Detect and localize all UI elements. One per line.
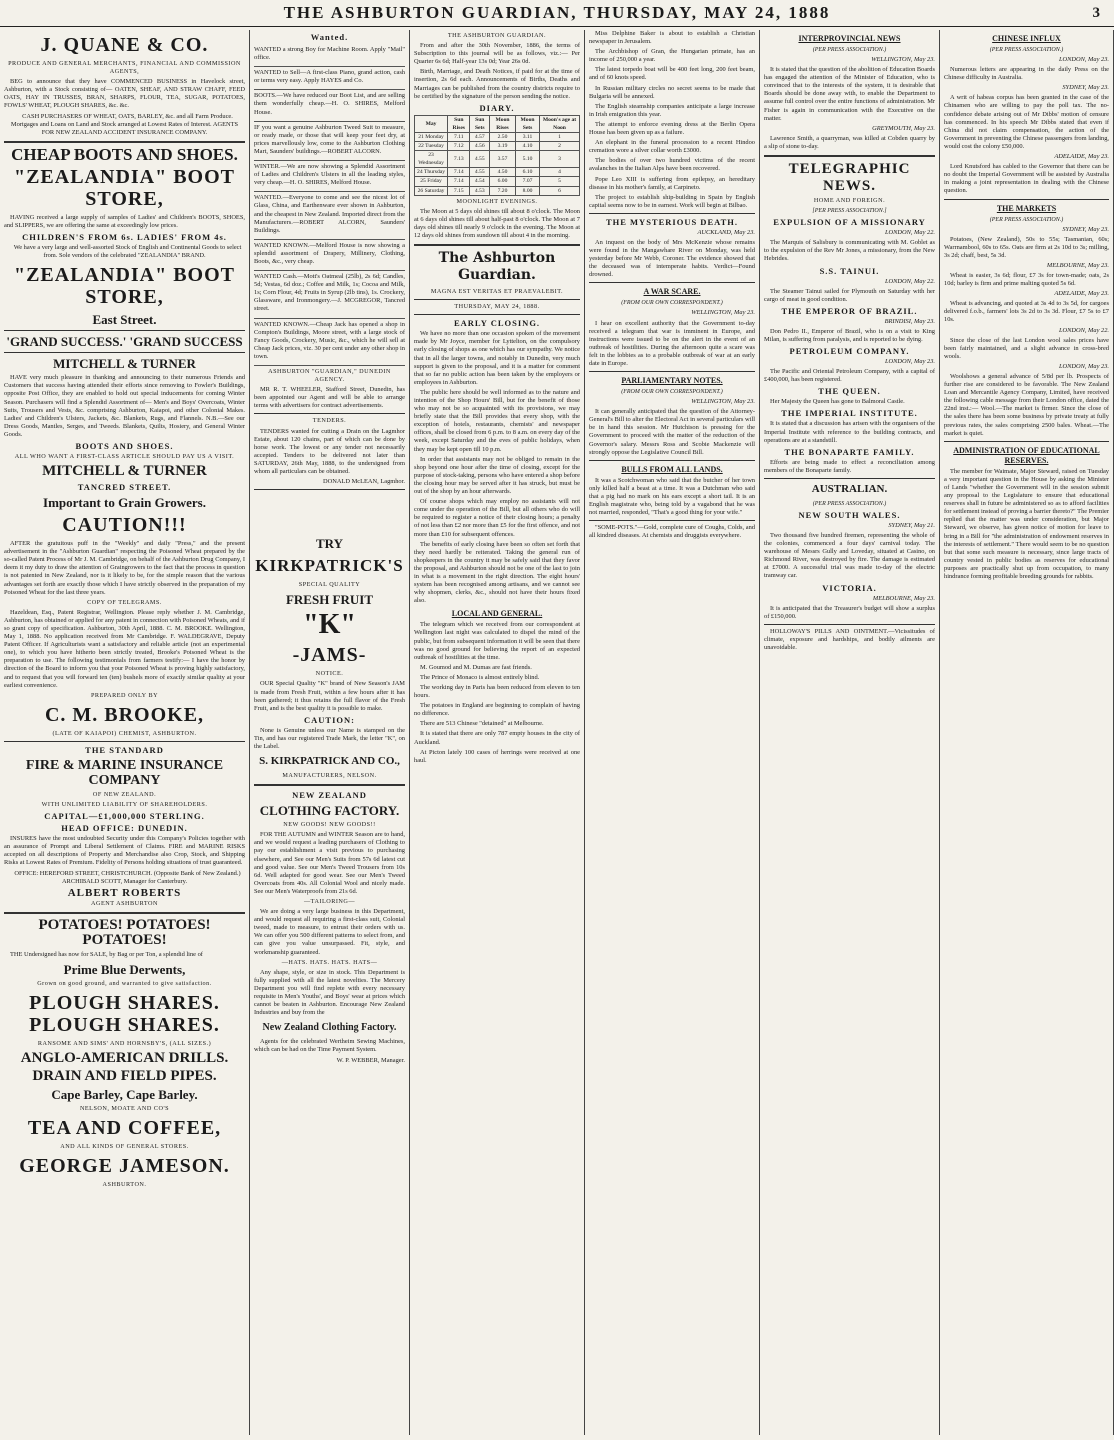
missionary-body: The Marquis of Salisbury is communicating with M. Goblet as to the expulsion of the Rev Mr Jones, a missionary, from the New Hebrides. [764,239,935,263]
first-class: ALL WHO WANT A FIRST-CLASS ARTICLE SHOULD PAY US A VISIT. [14,452,235,460]
markets-heading: THE MARKETS [996,203,1057,213]
petroleum-body: The Pacific and Oriental Petroleum Company, with a capital of £400,000, has been registered. [764,368,935,384]
editorial-title: EARLY CLOSING. [453,318,541,329]
missionary-heading: EXPULSION OF A MISSIONARY [773,217,926,228]
petroleum-date: LONDON, May 23. [884,358,935,366]
london3-date: LONDON, May 23. [1058,362,1109,370]
editorial-para: Of course shops which may employ no assistants will not come under the operation of the Bill, but all others who do will be required to register a notice of their closing hours; a penalty of not less than £2 nor more than £5 for the first offence, and not more than £10 for subsequent offences. [414,498,580,538]
column-3 [410,30,585,1435]
tailoring-heading: —TAILORING— [303,898,356,905]
grand-success: 'GRAND SUCCESS.' 'GRAND SUCCESS [6,334,243,350]
wanted-heading: Wanted. [310,32,349,42]
diary-heading: DIARY. [479,102,515,113]
boots-shoes: BOOTS AND SHOES. [75,440,174,451]
tainui-body: The Steamer Tainui sailed for Plymouth on Saturday with her cargo of meat in good condition. [764,287,935,303]
masthead [0,0,1114,27]
bonaparte-heading: THE BONAPARTE FAMILY. [784,446,915,457]
sore-ad: "SOME-POTS."—Gold, complete cure of Coughs, Colds, and all kindred diseases. At chemists and druggists everywhere. [589,524,755,540]
greymouth-body: Lawrence Smith, a quarryman, was killed at Cobden quarry by a slip of stone to-day. [764,134,935,150]
brazil-heading: THE EMPEROR OF BRAZIL. [781,305,918,316]
editorial-para: In order that assistants may not be obliged to remain in the shop beyond one hour after the time of closing, except for the purpose of stock-taking, persons who have entered a shop before the closing hour may be served after it has struck, but must be out of the shop by an hour afterwards. [414,455,580,496]
victoria-heading: VICTORIA. [822,582,877,593]
tenders-body: TENDERS wanted for cutting a Drain on the Lagmhor Estate, about 120 chains, part of which can be done by horse work. The lowest or any tender not necessarily accepted. Tenders to be delivered not later than SATURDAY, 26th May, 1888, to the undersigned from whom all particulars can be obtained. [254,427,405,476]
barley-heading: Cape Barley, Cape Barley. [51,1087,198,1103]
notice-heading: NOTICE. [315,670,344,678]
london2-date: LONDON, May 22. [1058,326,1109,334]
try-heading: TRY [316,536,343,552]
victoria-date: MELBOURNE, May 23. [872,594,935,602]
diary-col-header: Moon Rises [490,115,516,132]
mitchell-heading-2: MITCHELL & TURNER [42,463,207,480]
sydney-body: A writ of habeas corpus has been granted in the case of the Chinamen who are willing to pay the poll tax. The no-confidence debate arising out of Mr Dibbs' motion of censure has commenced. In his speech Mr Dibbs stated that even if China did not claim compensation, the action of the Government in preventing the Chinese passengers from landing, would cost the colony £50,000. [944,94,1109,150]
bulls-heading: BULLS FROM ALL LANDS. [621,464,723,474]
page-number: 3 [1092,5,1100,21]
australian-sub: (PER PRESS ASSOCIATION.) [812,500,887,507]
news-item: The bodies of over two hundred victims of the recent avalanches in the Italian Alps have been recovered. [589,157,755,173]
fresh-fruit: FRESH FRUIT [285,592,374,608]
classified-ad: WINTER.—We are now showing a Splendid Assortment of Ladies and Children's Ulsters in all the leading styles, very cheap.—H. O. SHIRES, Melford House. [254,161,405,192]
chinese-heading: CHINESE INFLUX [992,34,1061,43]
local-item: The potatoes in England are beginning to complain of having no difference. [414,702,580,718]
brooke-sub: (LATE OF KAIAPOI) CHEMIST, ASHBURTON. [52,729,197,737]
local-item: M. Goumod and M. Dumas are fast friends. [420,663,532,671]
office-body: OFFICE: HEREFORD STREET, CHRISTCHURCH. (Opposite Bank of New Zealand.) ARCHIBALD SCOTT, Manager for Canterbury. [14,869,241,885]
brooke-heading: C. M. BROOKE, [44,703,205,726]
war-heading: A WAR SCARE. [643,287,701,297]
caution-body: AFTER the gratuitous puff in the "Weekly" and daily "Press," and the present advertisement in the "Ashburton Guardian" respecting the Poisoned Wheat prepared by the so-called Patent Process of Mr J. M. Cambridge, on behalf of the Ashburton Drug Company, I deem it my duty to draw the attention of Graingrowers to the fact that the process in question is not patented in New Zealand, nor is it likely to be, for the simple reason that the various advantages set forth are exactly those which I have strictly observed in the preparation of my Poisoned Wheat for the last three years. [4,540,245,596]
table-row: 25 Friday 7.14 4.54 6.00 7.07 5 [415,177,580,186]
queen-heading: THE QUEEN. [818,386,881,397]
quane-heading: J. QUANE & CO. [40,34,209,56]
jameson-place: ASHBURTON. [102,1181,147,1189]
ransome: RANSOME AND SIMS' AND HORNSBY'S, (ALL SIZES.) [37,1039,212,1047]
telegrams-body: Hazeldean, Esq., Patent Registrar, Wellington. Please reply whether J. M. Cambridge, Ashburton, has obtained or applied for any patent in connection with Poisoned Wheats, and if so grant copy of specification. Ashburton, 30th April, 1888. C. M. BROOKE. Wellington, May 1, 1888. No application received from Mr Cambridge. F. WALDEGRAVE, Deputy Patent Officer. If Agriculturists want a satisfactory and reliable article (not an experimental one), to which you have hitherto been strictly treated, Brooke's Poisoned Wheat is the preparation to use. The following testimonials from farmers testify:— I have the honor by direction of the Board to inform you that your Poisoned Wheat is proving highly satisfactory, and to request that you will forward ten (ten) bushels more of exactly similar quality at your earliest convenience. [4,608,245,689]
victoria-body: It is anticipated that the Treasurer's budget will show a surplus of £150,000. [764,604,935,620]
australian-heading: AUSTRALIAN. [811,482,888,495]
tea-coffee-heading: TEA AND COFFEE, [27,1117,222,1140]
local-item: The telegram which we received from our correspondent at Wellington last night was calculated to dispel the mind of the public, but from subsequent information it will be seen that there was no good ground for believing the report of an expected outbreak of hostilities at the time. [414,621,580,661]
moonlight-body: The Moon at 5 days old shines till about 8 o'clock. The Moon at 6 days old shines till about half-past 8 o'clock. The Moon at 7 days old shines till nearly 9 o'clock in the evening. The Moon at 12 days old shines from sundown till about 4 in the morning. [414,207,580,239]
potatoes-heading: POTATOES! POTATOES! POTATOES! [38,916,211,948]
hats-body: Any shape, style, or size in stock. This Department is fully supplied with all the latest novelties. The Mercery Department you will find replete with every necessary requisite in Men's Youths', and Boys' wear at prices which cannot be beaten in Ashburton. Encourage New Zealand Industries and buy from the [254,968,405,1017]
holloway-ad: HOLLOWAY'S PILLS AND OINTMENT.—Vicissitudes of climate, exposure and hardships, and bodily ailments are unavoidable. [764,627,935,652]
classified-ad: IF you want a genuine Ashburton Tweed Suit to measure, or ready made, or those that will keep your feet dry, at prices marvellously low, come to the Ashburton Clothing Mart, Saunders' buildings.—ROBERT ALCORN. [254,122,405,161]
column-5 [760,30,940,1435]
news-item: The attempt to enforce evening dress at the Berlin Opera House has been given up as a failure. [589,120,755,137]
births-body: Birth, Marriage, and Death Notices, if paid for at the time of insertion, 2s 6d each. Announcements of Births, Deaths and Marriages can be published from the country districts require to be certified by the signature of the person sending the notice. [414,68,580,100]
roberts-sub: AGENT ASHBURTON [91,899,158,907]
local-item: The Prince of Monaco is almost entirely blind. [420,673,540,681]
imperial-body: It is stated that a discussion has arisen with the organisers of the Imperial Institute with reference to the building contracts, and operations are at a standstill. [764,420,935,444]
parl-heading: PARLIAMENTARY NOTES. [621,376,723,386]
news-item: In Russian military circles no secret seems to be made that Bulgaria will be annexed. [589,84,755,100]
mitchell-body: HAVE very much pleasure in thanking and announcing to their numerous Friends and Customers that success having attended their efforts since removing to Fowler's Buildings, opposite Post Office, they are enabled to hold out special inducements for coming Winter Season. Purchasers will find a Splendid Assortment of— Men's and Boys' Overcoats, Winter Suits, Trousers and Vests, &c. comprising Ashburton, Kaiapoi, and other Colonial Makes. Ladies' and Children's Ulsters, Jackets, &c. Blankets, Rugs, and Flannels. N.B.—See our Dress Goods, Mantles, Serges, and Tweeds. Blankets, Quilts, Hosiery, and General Winter Goods. [4,374,245,438]
parl-sub: (FROM OUR OWN CORRESPONDENT.) [621,389,723,396]
caution-heading: CAUTION!!! [62,514,187,537]
terms-body: From and after the 30th November, 1886, the terms of Subscription to this journal will be as follows, viz.:— Per Quarter 6s 6d; Half-year 13s 0d; Year 26s 0d. [414,42,580,66]
cheap-boots-heading: CHEAP BOOTS AND SHOES. [11,144,238,164]
column-4 [585,30,760,1435]
war-body: I hear on excellent authority that the Government to-day received a telegram that war is imminent in Europe, and instructions were issued to be on the alert in the event of an outbreak of hostilities. During the afternoon quite a scare was felt in the lobbies as to a probable outbreak of war at an early date in Europe. [589,319,755,367]
missionary-date: LONDON, May 22. [884,229,935,237]
table-row: 24 Thursday 7.14 4.55 4.50 6.10 4 [415,168,580,177]
nsw-body: Two thousand five hundred firemen, representing the whole of the colonies, commenced a four days' carnival today. The warehouse of Messrs Gully and Loveday, situated at Casino, on Richmond River, was destroyed by fire. The damage is estimated at £7000. A successful trial was made to-day of the electric tramway car. [764,532,935,580]
interprov-heading: INTERPROVINCIAL NEWS [798,34,901,43]
standard-heading: THE STANDARD [85,744,164,755]
derwents-heading: Prime Blue Derwents, [63,961,186,977]
local-item: There are 513 Chinese "detained" at Melbourne. [420,720,544,728]
zealandia-heading-2: "ZEALANDIA" BOOT STORE, [13,264,236,309]
imperial-heading: THE IMPERIAL INSTITUTE. [781,408,918,419]
factory-sign: W. P. WEBBER, Manager. [336,1056,405,1064]
telegraphic-sub: HOME AND FOREIGN. [813,197,886,205]
markets-body: Potatoes, (New Zealand), 50s to 55s; Tasmanian, 60s; Warrnambool, 60s to 65s. Oats are firm at 2s 10d to 3s; milling, 3s 2d; chaff, best, 5s 3d. [944,235,1109,259]
table-row: 22 Tuesday 7.12 4.56 3.19 4.10 2 [415,142,580,151]
nz-factory: New Zealand Clothing Factory. [262,1022,397,1034]
drain-heading: DRAIN AND FIELD PIPES. [32,1068,217,1085]
grain-growers: Important to Grain Growers. [43,495,206,511]
mystery-heading: THE MYSTERIOUS DEATH. [605,216,739,227]
news-item: The Archbishop of Gran, the Hungarian primate, has an income of 250,000 a year. [589,48,755,64]
diary-col-header: Moon's age at Noon [540,115,580,132]
diary-col-header: Sun Rises [448,115,470,132]
bonaparte-body: Efforts are being made to effect a reconciliation among members of the Bonaparte family. [764,458,935,474]
queen-body: Her Majesty the Queen has gone to Balmoral Castle. [770,398,905,406]
tenders-heading: TENDERS. [312,417,347,425]
parl-date: WELLINGTON, May 23. [691,398,755,406]
anglo-heading: ANGLO-AMERICAN DRILLS. [20,1050,229,1067]
head-office: HEAD OFFICE: DUNEDIN. [61,823,188,834]
mitchell-heading: MITCHELL & TURNER [53,356,196,372]
greymouth-date: GREYMOUTH, May 23. [872,124,935,132]
admin-heading: ADMINISTRATION OF EDUCATIONAL RESERVES. [953,445,1100,465]
war-date: WELLINGTON, May 23. [691,309,755,317]
manufacturers: MANUFACTURERS, NELSON. [282,772,377,780]
diary-col-header: May [415,115,448,132]
paper-motto: MAGNA EST VERITAS ET PRAEVALEBIT. [430,288,564,296]
news-item: The latest torpedo boat will be 400 feet long, 200 feet beam, and of 60 knots speed. [589,66,755,82]
table-row: 26 Saturday 7.15 4.53 7.20 8.00 6 [415,186,580,195]
paper-date: THURSDAY, MAY 24, 1888. [454,303,540,311]
caution-body-2: None is Genuine unless our Name is stamped on the Tin, and has our registered Trade Mark, the letter "K", on the Label. [254,726,405,750]
classified-ad: WANTED KNOWN.—Cheap Jack has opened a shop in Compton's Buildings, Moore street, with a large stock of Fancy Goods, Crockery, Music, &c., which he will sell at Cheap Jack prices, viz. 30 per cent under any other shop in town. [254,319,405,366]
potatoes-body: THE Undersigned has now for SALE, by Bag or per Ton, a splendid line of [10,950,203,958]
diary-col-header: Sun Sets [470,115,490,132]
special-quality: SPECIAL QUALITY [298,581,361,589]
new-goods: NEW GOODS! NEW GOODS!! [283,821,376,829]
agency-body: MR R. T. WHEELER, Stafford Street, Dunedin, has been appointed our Agent and will be able to arrange terms with advertisers for contract advertisements. [254,386,405,410]
tailoring-body: We are doing a very large business in this Department, and would request all requiring a first-class suit, Colonial tweed, made to measure, to entrust their orders with us. We can offer you 500 different patterns to select from, and can give you value unsurpassed. Fit, style, and workmanship guaranteed. [254,908,405,956]
nz-heading: NEW ZEALAND [292,790,367,801]
melbourne-body: Wheat is easier, 3s 6d; flour, £7 3s for town-made; oats, 2s 10d; barley is firm and prime malting quoted 5s 6d. [944,271,1109,288]
adelaide2-date: ADELAIDE, May 23. [1054,290,1109,298]
prepared-by: PREPARED ONLY BY [90,691,159,699]
of-nz: OF NEW ZEALAND. [92,790,157,798]
adelaide-body: Lord Knutsford has cabled to the Governor that there can be no doubt the Imperial Government will be assisted by Australia in making a joint representation in dealing with the Chinese question. [944,163,1109,195]
telegrams-heading: COPY OF TELEGRAMS. [87,598,162,606]
zealandia-stock: We have a very large and well-assorted Stock of English and Continental Goods to select from. Sole vendors of the celebrated "ZEALANDIA" BRAND. [13,244,242,260]
general-stores: AND ALL KINDS OF GENERAL STORES. [60,1143,189,1151]
diary-table [414,115,580,196]
local-general-heading: LOCAL AND GENERAL. [451,609,543,619]
kirkpatrick-heading: KIRKPATRICK'S [255,556,404,576]
news-item: Pope Leo XIII is suffering from epilepsy, an hereditary disease in his mother's family, at Carpineto. [589,175,755,191]
guardian-header: THE ASHBURTON GUARDIAN. [447,32,547,39]
bulls-body: It was a Scotchwoman who said that the butcher of her town only killed half a beast at a time. It was a Dutchman who said that a pig had no mark on his ears except a short tail. It is an English magistrate who, being told by a vagabond that he was not married, responded, "That's a good thing for your wife." [589,476,755,517]
column-6 [940,30,1114,1435]
zealandia-prices: CHILDREN'S FROM 6s. LADIES' FROM 4s. [22,232,227,243]
news-item: Miss Delphine Baker is about to establish a Christian newspaper in Jerusalem. [589,30,755,46]
classified-ad: WANTED a strong Boy for Machine Room. Apply "Mail" office. [254,44,405,67]
brazil-body: Don Pedro II., Emperor of Brazil, who is on a visit to King Milan, is suffering from paralysis, and is reported to be dying. [764,327,935,343]
classified-ad: WANTED to Sell—A first-class Piano, grand action, cash or terms very easy. Apply HAYES and Co. [254,67,405,90]
editorial-para: We have no more than one occasion spoken of the movement made by Mr Joyce, member for Lyttelton, on the compulsory early closing of shops as one which has our sympathy. We notice that in all the larger towns, and notably in Dunedin, very much support is given to the proposal, and it is a matter for comment that so far no public action has been taken by the employers or employees in Ashburton. [414,330,580,386]
column-1 [0,30,250,1435]
wellington-date: WELLINGTON, May 23. [871,56,935,63]
roberts-heading: ALBERT ROBERTS [67,886,182,899]
news-item: The English steamship companies anticipate a large increase in Irish emigration this year. [589,102,755,118]
column-2 [250,30,410,1435]
skirk-heading: S. KIRKPATRICK AND CO., [259,755,400,768]
news-item: The project to establish ship-building in Spain by English capital seems now to be in earnest. Work will begin at Bilbao. [589,193,755,209]
classified-ad: WANTED.—Everyone to come and see the nicest lot of Glass, China, and Earthenware ever shown in Ashburton, and the cheapest in New Zealand. Imported direct from the Manufacturers.—ROBERT ALCORN, Saunders' Buildings. [254,192,405,239]
factory-foot: Agents for the celebrated Wertheim Sewing Machines, which can be had on the Time Payment System. [254,1038,405,1054]
table-row: 23 Wednesday 7.13 4.55 3.57 5.10 3 [415,151,580,168]
local-item: At Picton lately 100 cases of herrings were received at one haul. [414,748,580,764]
unlimited: WITH UNLIMITED LIABILITY OF SHAREHOLDERS. [41,801,208,809]
masthead-title: THE ASHBURTON GUARDIAN, THURSDAY, MAY 24, 1888 [283,3,831,22]
nsw-date: SYDNEY, May 21. [888,521,935,529]
tenders-sign: DONALD McLEAN, Lagmhor. [323,478,405,486]
brazil-date: BRINDISI, May 23. [884,317,935,325]
nsw-heading: NEW SOUTH WALES. [798,509,901,520]
london-date: LONDON, May 23. [1058,56,1109,63]
local-item: The working day in Paris has been reduced from eleven to ten hours. [414,684,580,700]
zealandia-heading: "ZEALANDIA" BOOT STORE, [13,165,236,210]
clothing-factory-heading: CLOTHING FACTORY. [259,803,400,819]
london-body: Numerous letters are appearing in the daily Press on the Chinese difficulty in Australia. [944,66,1109,82]
chinese-sub: (PER PRESS ASSOCIATION.) [989,47,1064,53]
k-brand: "K" [303,609,356,641]
plough-heading: PLOUGH SHARES. PLOUGH SHARES. [29,991,220,1036]
paper-title: The Ashburton Guardian. [438,250,556,284]
insures-body: INSURES have the most undoubted Security under this Company's Policies together with an assurance of Prompt and Liberal Settlement of Claims. FIRE and MARINE RISKS accepted on all descriptions of Property and Merchandise also Crop, Stock, and Shipping Risks at Lowest Rates of Premium. Fidelity of Persons holding situations of trust guaranteed. [4,835,245,867]
derwents-sub: Grown on good ground, and warranted to give satisfaction. [37,979,212,987]
quane-cash: CASH PURCHASERS OF WHEAT, OATS, BARLEY, &c. and all Farm Produce. Mortgages and Loans on Land and Stock arranged at Lowest Rates of Interest. AGENTS FOR NEW ZEALAND ACCIDENT INSURANCE COMPANY. [10,112,239,136]
london3-body: Woolshows a general advance of 5/8d per lb. Prospects of further rise are considered to be favorable. The New Zealand Loan and Mercantile Agency Company, Limited, have received the following cable message from their London office, dated the 22nd inst.:— Wool.—The market is firmer. Since the close of the sales there has been some business by private treaty at fully previous rates, the sales comprising 2500 bales. Wheat.—The market is quiet. [944,373,1109,437]
clothing-body: FOR THE AUTUMN and WINTER Season are to hand, and we would request a leading purchasers of Clothing to pay our establishment a visit previous to purchasing elsewhere, and See our Men's Suits from 57s 6d latest cut and good value. See our Men's Tweed Trousers from 10s 6d. Well adapted for good wear. See our Men's Tweed Overcoats from 40s. All Colonial Wool and nicely made. See our Men's Waterproofs from 21s 6d. [254,831,405,895]
notice-body: OUR Special Quality "K" brand of New Season's JAM is made from Fresh Fruit, within a few hours after it has been gathered; it thus retains the full flavor of the Fresh Fruit, and is the best quality it is possible to make. [254,680,405,712]
adelaide-date: ADELAIDE, May 23. [1054,153,1109,161]
markets-sydney-date: SYDNEY, May 23. [1062,225,1109,233]
adelaide2-body: Wheat is advancing, and quoted at 3s 4d to 3s 5d, for cargoes delivered f.o.b., farmers' lots 3s 2d to 3s 3d. Flour, £7 5s to £7 10s. [944,300,1109,324]
tainui-date: LONDON, May 22. [884,277,935,285]
table-row: 21 Monday 7.11 4.57 2.50 3.11 1 [415,132,580,141]
mystery-body: An inquest on the body of Mrs McKenzie whose remains were found in the Mangawhare River on Monday, was held yesterday before Mr Webb, Coroner. The evidence showed that the deceased was of intemperate habits. Verdict—Found drowned. [589,238,755,279]
classified-ad: BOOTS.—We have reduced our Boot List, and are selling them wonderfully cheap.—H. O. SHIRES, Melford House. [254,90,405,121]
wellington-body: It is stated that the question of the abolition of Education Boards has engaged the attention of the Minister of Education, who is convinced that to the interests of the system, it is desirable that Boards should be done away with, to enable the Department to assume full control over the entire functions of administration. Mr Fisher is again in communication with the Executive on the matter. [764,66,935,122]
london2-body: Since the close of the last London wool sales prices have been fairly maintained, and a slight advance in cross-bred wools. [944,336,1109,360]
war-sub: (FROM OUR OWN CORRESPONDENT.) [621,300,723,307]
east-street: East Street. [92,312,157,328]
melbourne-date: MELBOURNE, May 23. [1046,261,1109,269]
news-item: An elephant in the funeral procession to a recent Hindoo cremation wore a silver collar worth £3000. [589,139,755,155]
tancred-street: TANCRED STREET. [77,482,172,493]
tainui-heading: S.S. TAINUI. [819,265,880,276]
editorial-para: The public here should be well informed as to the nature and intention of the Shop Hours' Bill, but for the benefit of those who may not be so acquainted with its provisions, we may briefly state that the Bill provides that every shop, with the exception of hotels, restaurants, chemists' and newspaper offices, shall be closed from 6 p.m. to 8 a.m. on every day of the week, except Saturday and the eves of public holidays, when they may be kept open till 10 p.m. [414,388,580,453]
hats-heading: —HATS. HATS. HATS. HATS— [281,958,378,966]
local-item: It is stated that there are only 787 empty houses in the city of Auckland. [414,730,580,746]
quane-body: BEG to announce that they have COMMENCED BUSINESS in Havelock street, Ashburton, with a Stock consisting of— OATEN, SHEAF, AND STRAW CHAFF, FEED OATS, HAY IN TRUSSES, BRAN, SHARPS, FLOUR, TEA, SUGAR, POTATOES, FOWLS' WHEAT, PLOUGH SHARES, &c. &c. [4,78,245,110]
sydney-date: SYDNEY, May 23. [1062,84,1109,92]
telegraphic-heading: TELEGRAPHIC NEWS. [788,161,911,195]
fire-marine-heading: FIRE & MARINE INSURANCE COMPANY [25,757,224,788]
classified-ad: WANTED Cash.—Mott's Oatmeal (25lb), 2s 6d; Candles, 5d; Vestas, 6d doz.; Coffee and Milk, 1s; Cocoa and Milk, 1s; Corn Flour, 4d; Fruits in Syrup (2lb tins), 1s. Crockery, Glassware, and Ironmongery.—J. MCGREGOR, Tancred street. [254,271,405,318]
admin-body: The member for Waimate, Major Steward, raised on Tuesday a very important question in the House by asking the Minister of Lands "whether the Government will in the session submit any proposal to the Legislature to ensure that educational reserves shall in future be administered so as to afford facilities for settlement instead of proving a barrier thereto?" The Premier replied that the matter was under consideration, but Major Steward, we observe, has given notice of motion for leave to bring in a Bill for "the administration of endowment reserves in the interests of settlement." There would seem to be no question but that some such measure is necessary, since large tracts of country vested in public bodies as reserves for educational purposes are practically shut up from occupation, to many hindrance forming profitable breeding grounds for rabbits. [944,467,1109,580]
mystery-date: AUCKLAND, May 23. [697,228,755,236]
quane-tagline: PRODUCE AND GENERAL MERCHANTS, FINANCIAL AND COMMISSION AGENTS, [8,60,241,76]
caution-heading-2: CAUTION: [304,714,355,725]
diary-col-header: Moon Sets [515,115,539,132]
nelson-moate: NELSON, MOATE AND CO'S [79,1105,170,1113]
jams-heading: -JAMS- [292,644,367,667]
parl-body: It can generally anticipated that the question of the Attorney-General's Bill to alter the Electoral Act in several particulars will be in hand this session. Mr Hutchison is pressing for the Government to proceed with the matter of the reduction of the Governor's salary. Messrs Ross and Scobie Mackenzie will strongly oppose the Legislative Council Bill. [589,408,755,456]
jameson-heading: GEORGE JAMESON. [19,1155,230,1178]
petroleum-heading: PETROLEUM COMPANY. [789,346,910,357]
agency-heading: ASHBURTON "GUARDIAN," DUNEDIN AGENCY. [268,368,391,384]
capital: CAPITAL—£1,000,000 STERLING. [44,811,205,822]
zealandia-body: HAVING received a large supply of samples of Ladies' and Children's BOOTS, SHOES, and SLIPPERS, we are offering the same at exceedingly low prices. [4,213,245,229]
telegraphic-press: [PER PRESS ASSOCIATION.] [812,208,887,215]
classified-ad: WANTED KNOWN.—Melford House is now showing a splendid assortment of Drapery, Millinery, Clothing, Boots, &c., very cheap. [254,240,405,271]
interprov-sub: (PER PRESS ASSOCIATION.) [812,47,887,53]
markets-sub: (PER PRESS ASSOCIATION.) [989,216,1064,223]
moonlight-heading: MOONLIGHT EVENINGS. [456,197,538,205]
editorial-para: The benefits of early closing have been so often set forth that they need hardly be reiterated. Taking the general run of shopkeepers in the country it may be safely said that they favor the proposal, and Ashburton should not be one of the last to join in what is a movement in the right direction. The eight hours' system has been recognised among artisans, and we cannot see why shopmen, clerks, &c., should not have their hours fixed also. [414,540,580,605]
